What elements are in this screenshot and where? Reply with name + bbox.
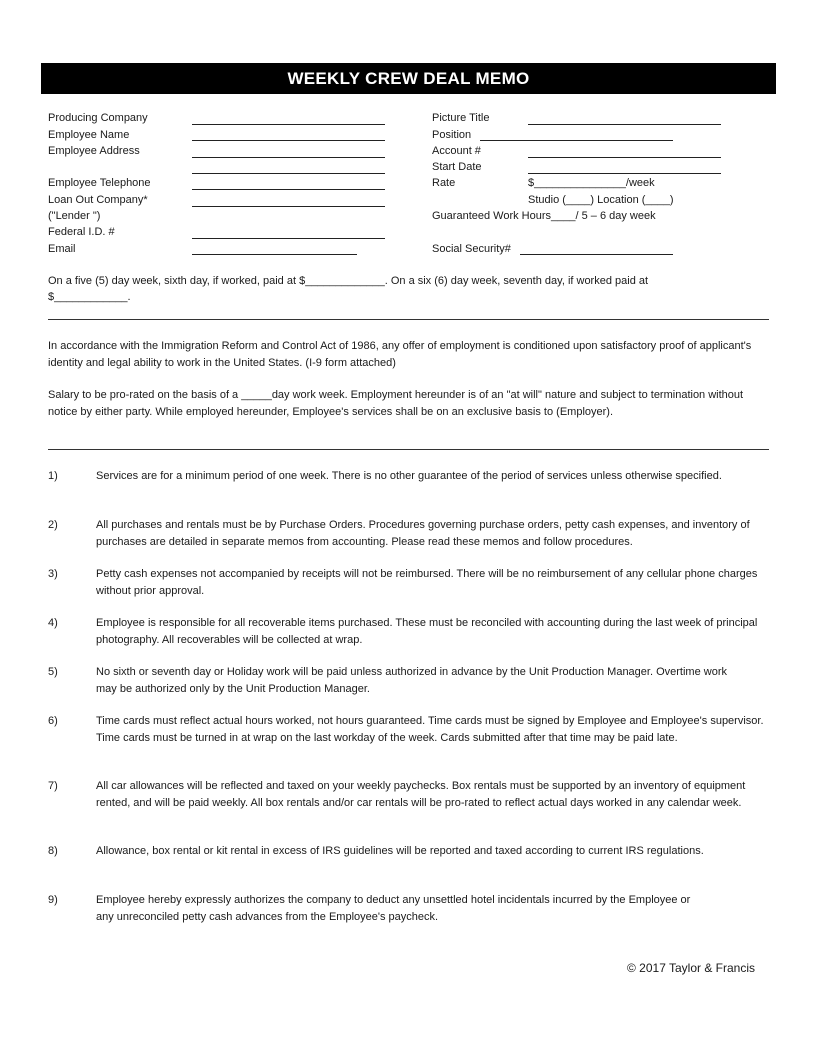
label-email: Email	[48, 243, 76, 255]
studio-location-field[interactable]: Studio (____) Location (____)	[528, 194, 674, 206]
employee-telephone-field[interactable]	[192, 189, 385, 190]
label-position: Position	[432, 129, 472, 141]
label-producing-company: Producing Company	[48, 112, 148, 124]
loan-out-company-field[interactable]	[192, 206, 385, 207]
label-rate: Rate	[432, 177, 456, 189]
rate-field[interactable]: $_______________/week	[528, 177, 655, 189]
divider	[48, 449, 769, 450]
list-item: Allowance, box rental or kit rental in excess of IRS guidelines will be reported and taxed according to current IRS regulations.	[96, 845, 704, 857]
item-number: 4)	[48, 617, 58, 629]
item-number: 2)	[48, 519, 58, 531]
divider	[48, 319, 769, 320]
list-item: Petty cash expenses not accompanied by receipts will not be reimbursed. There will be no reimbursement of any cellular phone charges without prior approval.	[96, 568, 758, 597]
label-employee-telephone: Employee Telephone	[48, 177, 151, 189]
producing-company-field[interactable]	[192, 124, 385, 125]
email-field[interactable]	[192, 254, 357, 255]
item-number: 9)	[48, 894, 58, 906]
picture-title-field[interactable]	[528, 124, 721, 125]
label-employee-address: Employee Address	[48, 145, 140, 157]
list-item: All car allowances will be reflected and taxed on your weekly paychecks. Box rentals must be supported by an inventory of equipment rented, and will be paid weekly. All box rentals and/or car rentals will be pro-rated to reflect actual days worked in any calendar week.	[96, 780, 746, 809]
list-item: Services are for a minimum period of one week. There is no other guarantee of the period of services unless otherwise specified.	[96, 470, 722, 482]
list-item: Time cards must reflect actual hours worked, not hours guaranteed. Time cards must be signed by Employee and Employee's supervisor. Time cards must be turned in at wrap on the last workday of the week. Cards submitted after that time may be paid late.	[96, 715, 764, 744]
form-title: WEEKLY CREW DEAL MEMO	[41, 63, 776, 94]
label-picture-title: Picture Title	[432, 112, 490, 124]
sixth-day-line1: On a five (5) day week, sixth day, if worked, paid at $_____________. On a six (6) day week, seventh day, if worked paid at	[48, 275, 649, 287]
employee-name-field[interactable]	[192, 140, 385, 141]
item-number: 6)	[48, 715, 58, 727]
list-item: Employee is responsible for all recoverable items purchased. These must be reconciled with accounting during the last week of principal photography. All recoverables will be collected at wrap.	[96, 617, 758, 646]
employee-address-field-line2[interactable]	[192, 173, 385, 174]
start-date-field[interactable]	[528, 173, 721, 174]
position-field[interactable]	[480, 140, 673, 141]
label-lender: ("Lender ")	[48, 210, 101, 222]
social-security-field[interactable]	[520, 254, 673, 255]
label-loan-out-company: Loan Out Company*	[48, 194, 148, 206]
copyright: © 2017 Taylor & Francis	[627, 961, 756, 975]
label-federal-id: Federal I.D. #	[48, 226, 115, 238]
label-social-security: Social Security#	[432, 243, 511, 255]
item-number: 3)	[48, 568, 58, 580]
item-number: 7)	[48, 780, 58, 792]
immigration-paragraph: In accordance with the Immigration Reform and Control Act of 1986, any offer of employment is conditioned upon satisfactory proof of applicant's identity and legal ability to work in the United States. (I-9 form attached)	[48, 340, 752, 369]
employee-address-field[interactable]	[192, 157, 385, 158]
list-item: All purchases and rentals must be by Purchase Orders. Procedures governing purchase orders, petty cash expenses, and inventory of purchases are detailed in separate memos from accounting. Please read these memos and follow procedures.	[96, 519, 750, 548]
label-start-date: Start Date	[432, 161, 482, 173]
federal-id-field[interactable]	[192, 238, 385, 239]
label-account: Account #	[432, 145, 481, 157]
list-item: No sixth or seventh day or Holiday work will be paid unless authorized in advance by the Unit Production Manager. Overtime work may be authorized only by the Unit Production Manager.	[96, 666, 727, 695]
item-number: 5)	[48, 666, 58, 678]
guaranteed-hours-field[interactable]: Guaranteed Work Hours____/ 5 – 6 day week	[432, 210, 656, 222]
item-number: 1)	[48, 470, 58, 482]
label-employee-name: Employee Name	[48, 129, 130, 141]
item-number: 8)	[48, 845, 58, 857]
salary-paragraph: Salary to be pro-rated on the basis of a _____day work week. Employment hereunder is of an "at will" nature and subject to termination without notice by either party. While employed hereunder, Employee's services shall be on an exclusive basis to (Employer).	[48, 389, 744, 418]
sixth-day-line2: $____________.	[48, 291, 131, 303]
account-field[interactable]	[528, 157, 721, 158]
list-item: Employee hereby expressly authorizes the company to deduct any unsettled hotel incidentals incurred by the Employee or any unreconciled petty cash advances from the Employee's paycheck.	[96, 894, 691, 923]
